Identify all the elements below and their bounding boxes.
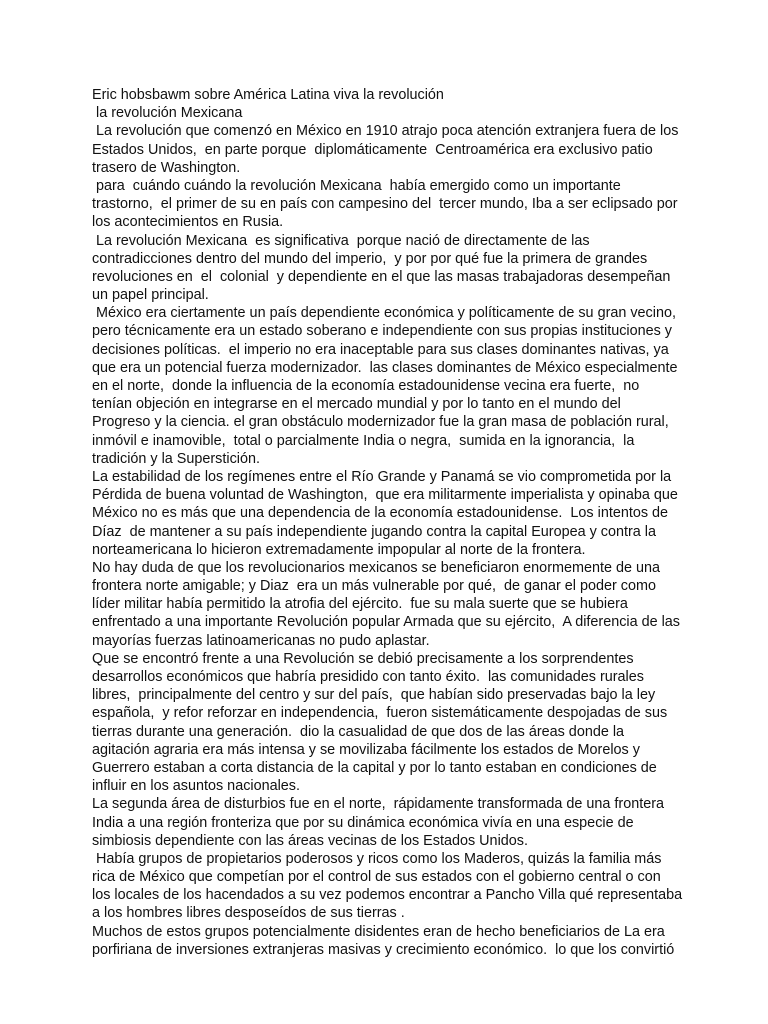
text-line: La revolución Mexicana es significativa porque nació de directamente de las xyxy=(92,232,590,249)
text-line: mayorías fuerzas latinoamericanas no pudo aplastar. xyxy=(92,632,430,649)
text-line: para cuándo cuándo la revolución Mexicana había emergido como un importante xyxy=(92,177,621,194)
text-line: Estados Unidos, en parte porque diplomáticamente Centroamérica era exclusivo patio xyxy=(92,141,653,158)
text-line: contradicciones dentro del mundo del imperio, y por por qué fue la primera de grandes xyxy=(92,250,648,267)
text-line: decisiones políticas. el imperio no era inaceptable para sus clases dominantes nativas, ya xyxy=(92,341,669,358)
text-line: Que se encontró frente a una Revolución se debió precisamente a los sorprendentes xyxy=(92,650,634,667)
text-line: revoluciones en el colonial y dependiente en el que las masas trabajadoras desempeñan xyxy=(92,268,671,285)
text-line: tenían objeción en integrarse en el mercado mundial y por lo tanto en el mundo del xyxy=(92,396,621,413)
text-line: Eric hobsbawm sobre América Latina viva la revolución xyxy=(92,87,444,103)
text-line: Pérdida de buena voluntad de Washington, que era militarmente imperialista y opinaba que xyxy=(92,487,678,504)
text-line: México no es más que una dependencia de la economía estadounidense. Los intentos de xyxy=(92,505,669,522)
text-line: porfiriana de inversiones extranjeras masivas y crecimiento económico. lo que los convirtió xyxy=(92,941,675,958)
text-line: libres, principalmente del centro y sur del país, que habían sido preservadas bajo la ley xyxy=(92,687,656,704)
text-line: Díaz de mantener a su país independiente jugando contra la capital Europea y contra la xyxy=(92,523,657,540)
document-body xyxy=(92,86,692,959)
text-line: desarrollos económicos que habría presidido con tanto éxito. las comunidades rurales xyxy=(92,669,644,685)
text-line: enfrentado a una importante Revolución popular Armada que su ejército, A diferencia de las xyxy=(92,614,680,631)
text-line: tradición y la Superstición. xyxy=(92,450,260,467)
text-line: un papel principal. xyxy=(92,287,209,304)
text-line: La revolución que comenzó en México en 1910 atrajo poca atención extranjera fuera de los xyxy=(92,123,679,140)
text-line: México era ciertamente un país dependiente económica y políticamente de su gran vecino, xyxy=(92,305,676,322)
text-line: los acontecimientos en Rusia. xyxy=(92,214,284,231)
text-line: a los hombres libres desposeídos de sus tierras . xyxy=(92,905,405,922)
text-line: líder militar había permitido la atrofia del ejército. fue su mala suerte que se hubiera xyxy=(92,596,628,613)
text-line: No hay duda de que los revolucionarios mexicanos se beneficiaron enormemente de una xyxy=(92,559,660,576)
text-line: frontera norte amigable; y Diaz era un más vulnerable por qué, de ganar el poder como xyxy=(92,578,656,595)
text-line: agitación agraria era más intensa y se movilizaba fácilmente los estados de Morelos y xyxy=(92,741,640,758)
text-line: en el norte, donde la influencia de la economía estadounidense vecina era fuerte, no xyxy=(92,378,640,394)
text-line: trasero de Washington. xyxy=(92,159,241,176)
text-line: La estabilidad de los regímenes entre el Río Grande y Panamá se vio comprometida por la xyxy=(92,468,672,485)
text-line: española, y refor reforzar en independencia, fueron sistemáticamente despojadas de sus xyxy=(92,705,668,722)
text-line: Había grupos de propietarios poderosos y ricos como los Maderos, quizás la familia más xyxy=(92,850,662,867)
text-line: inmóvil e inamovible, total o parcialmente India o negra, sumida en la ignorancia, la xyxy=(92,432,635,449)
text-line: pero técnicamente era un estado soberano e independiente con sus propias instituciones y xyxy=(92,323,673,340)
text-line: tierras durante una generación. dio la casualidad de que dos de las áreas donde la xyxy=(92,723,625,740)
text-line: Guerrero estaban a corta distancia de la capital y por lo tanto estaban en condiciones de xyxy=(92,759,657,776)
text-line: que era un potencial fuerza modernizador. las clases dominantes de México especialmente xyxy=(92,359,678,376)
text-line: trastorno, el primer de su en país con campesino del tercer mundo, Iba a ser eclipsado por xyxy=(92,196,678,213)
text-line: La segunda área de disturbios fue en el norte, rápidamente transformada de una frontera xyxy=(92,796,664,813)
text-line: los locales de los hacendados a su vez podemos encontrar a Pancho Villa qué representaba xyxy=(92,887,683,904)
text-line: influir en los asuntos nacionales. xyxy=(92,778,300,795)
text-line: Muchos de estos grupos potencialmente disidentes eran de hecho beneficiarios de La era xyxy=(92,923,665,940)
text-line: norteamericana lo hicieron extremadamente impopular al norte de la frontera. xyxy=(92,541,586,558)
text-line: rica de México que competían por el control de sus estados con el gobierno central o con xyxy=(92,869,661,886)
text-line: simbiosis dependiente con las áreas vecinas de los Estados Unidos. xyxy=(92,832,528,849)
text-line: la revolución Mexicana xyxy=(92,105,243,122)
text-line: India a una región fronteriza que por su dinámica económica vivía en una especie de xyxy=(92,814,634,831)
text-line: Progreso y la ciencia. el gran obstáculo modernizador fue la gran masa de población rural, xyxy=(92,414,669,431)
